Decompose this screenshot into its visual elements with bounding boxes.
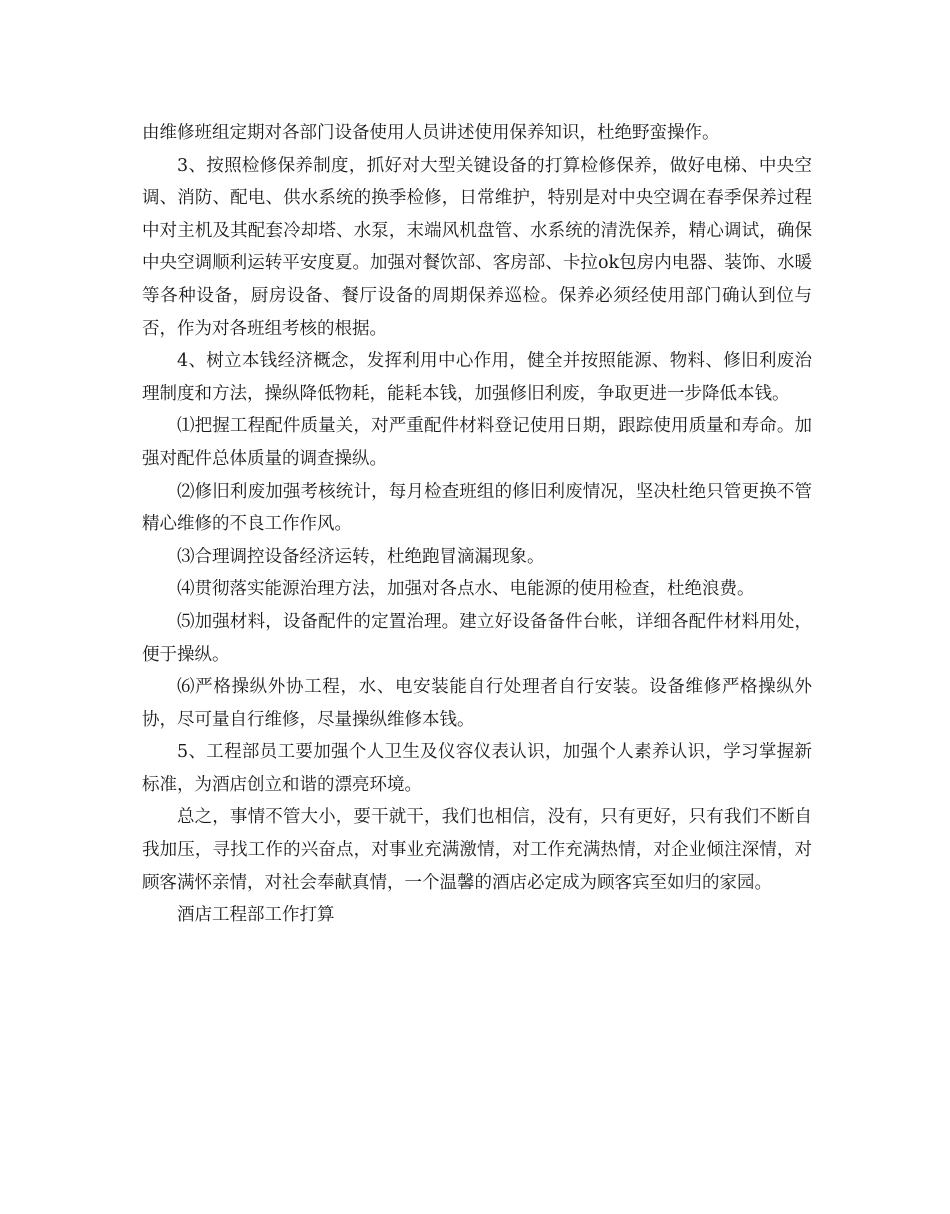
- paragraph-maintenance-training: 由维修班组定期对各部门设备使用人员讲述使用保养知识，杜绝野蛮操作。: [142, 123, 720, 143]
- paragraph-subitem-5: ⑸加强材料，设备配件的定置治理。建立好设备备件台帐，详细各配件材料用处，便于操纵。: [142, 611, 812, 665]
- paragraph-item-3: 3、按照检修保养制度，抓好对大型关键设备的打算检修保养，做好电梯、中央空调、消防、配电、供水系统的换季检修，日常维护，特别是对中央空调在春季保养过程中对主机及其配套冷却塔、水泵，末端风机盘管、水系统的清洗保养，精心调试，确保中央空调顺利运转平安度夏。加强对餐饮部、客房部、卡拉ok包房内电器、装饰、水暖等各种设备，厨房设备、餐厅设备的周期保养巡检。保养必须经使用部门确认到位与否，作为对各班组考核的根据。: [142, 155, 812, 339]
- paragraph-item-4: 4、树立本钱经济概念，发挥利用中心作用，健全并按照能源、物料、修旧利废治理制度和方法，操纵降低物耗，能耗本钱，加强修旧利废，争取更进一步降低本钱。: [142, 351, 812, 404]
- paragraph-subitem-4: ⑷贯彻落实能源治理方法，加强对各点水、电能源的使用检查，杜绝浪费。: [177, 579, 755, 600]
- paragraph-item-5: 5、工程部员工要加强个人卫生及仪容仪表认识，加强个人素养认识，学习掌握新标准，为酒店创立和谐的漂亮环境。: [142, 742, 812, 795]
- paragraph-subitem-2: ⑵修旧利废加强考核统计，每月检查班组的修旧利废情况，坚决杜绝只管更换不管精心维修的不良工作作风。: [142, 481, 812, 535]
- paragraph-subitem-1: ⑴把握工程配件质量关，对严重配件材料登记使用日期，跟踪使用质量和寿命。加强对配件总体质量的调查操纵。: [142, 416, 812, 469]
- paragraph-subitem-6: ⑹严格操纵外协工程，水、电安装能自行处理者自行安装。设备维修严格操纵外协，尽可量自行维修，尽量操纵维修本钱。: [142, 677, 812, 730]
- document-body: [142, 117, 812, 932]
- paragraph-subitem-3: ⑶合理调控设备经济运转，杜绝跑冒滴漏现象。: [177, 546, 545, 567]
- paragraph-conclusion: 总之，事情不管大小，要干就干，我们也相信，没有，只有更好，只有我们不断自我加压，寻找工作的兴奋点，对事业充满激情，对工作充满热情，对企业倾注深情，对顾客满怀亲情，对社会奉献真情，一个温馨的酒店必定成为顾客宾至如归的家园。: [142, 807, 812, 893]
- section-heading: 酒店工程部工作打算: [177, 905, 335, 926]
